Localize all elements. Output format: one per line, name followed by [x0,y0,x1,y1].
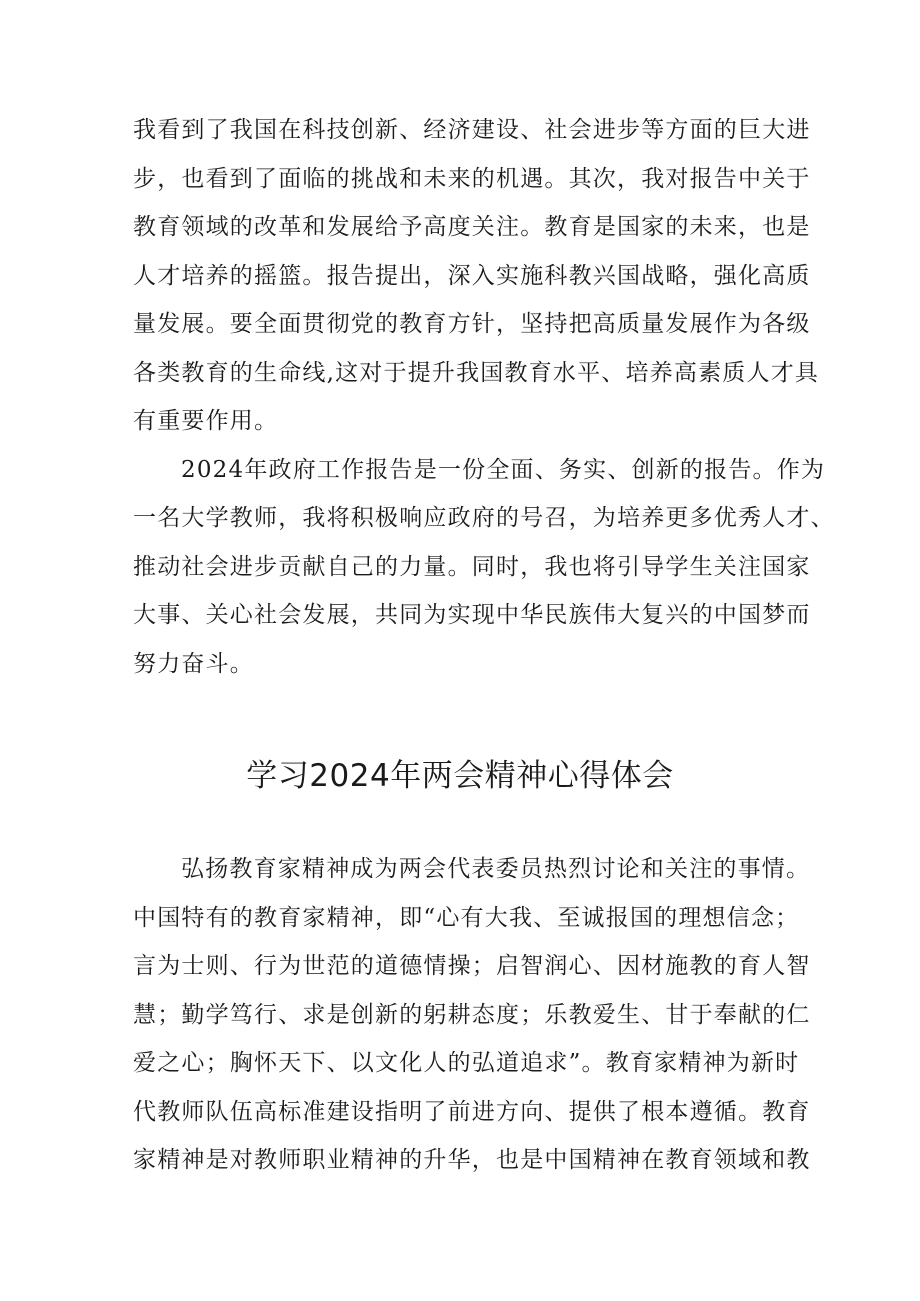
text-line: 家精神是对教师职业精神的升华，也是中国精神在教育领域和教 [133,1147,811,1173]
text-line: 有重要作用。 [133,408,279,434]
paragraph-1 [133,106,820,446]
text-line: 步，也看到了面临的挑战和未来的机遇。其次，我对报告中关于 [133,165,811,192]
text-line: 一名大学教师，我将积极响应政府的号召，为培养更多优秀人才、 [133,505,835,531]
document-body-upper [133,106,835,688]
text-line: 各类教育的生命线,这对于提升我国教育水平、培养高素质人才具 [133,359,820,386]
text-line: 中国特有的教育家精神，即“心有大我、至诚报国的理想信念； [133,904,800,931]
text-line: 爱之心；胸怀天下、以文化人的弘道追求”。教育家精神为新时 [133,1050,800,1076]
document-body-lower [133,845,811,1185]
text-line: 言为士则、行为世范的道德情操；启智润心、因材施教的育人智 [133,953,811,979]
text-line: 教育领域的改革和发展给予高度关注。教育是国家的未来，也是 [133,214,811,240]
text-line: 努力奋斗。 [133,650,254,677]
text-line: 慧；勤学笃行、求是创新的躬耕态度；乐教爱生、甘于奉献的仁 [133,1001,811,1028]
text-line: 2024年政府工作报告是一份全面、务实、创新的报告。作为 [181,456,826,483]
paragraph-2 [133,446,835,689]
text-line: 人才培养的摇篮。报告提出，深入实施科教兴国战略，强化高质 [133,262,811,289]
text-line: 大事、关心社会发展，共同为实现中华民族伟大复兴的中国梦而 [133,602,811,628]
section-title: 学习2024年两会精神心得体会 [246,758,674,794]
text-line: 弘扬教育家精神成为两会代表委员热烈讨论和关注的事情。 [181,856,811,882]
text-line: 推动社会进步贡献自己的力量。同时，我也将引导学生关注国家 [133,553,811,580]
text-line: 量发展。要全面贯彻党的教育方针，坚持把高质量发展作为各级 [133,311,811,337]
paragraph-3 [133,845,811,1185]
text-line: 代教师队伍高标准建设指明了前进方向、提供了根本遵循。教育 [133,1098,811,1125]
text-line: 我看到了我国在科技创新、经济建设、社会进步等方面的巨大进 [133,117,811,143]
